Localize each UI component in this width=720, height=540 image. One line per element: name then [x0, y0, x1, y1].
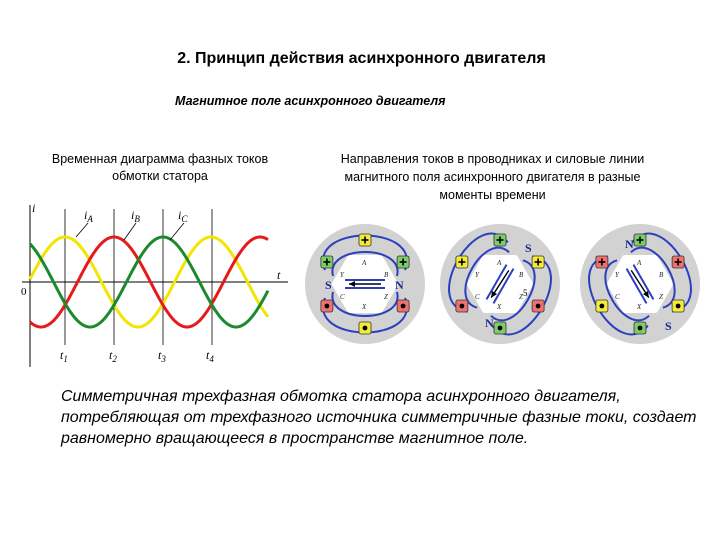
time-label-t2: $t_2$	[109, 348, 117, 364]
winding-label: B	[659, 271, 664, 279]
phase-c-label: $i_C$	[178, 208, 188, 224]
motor-diagram-1	[305, 224, 425, 344]
phase-leader-0	[76, 223, 88, 237]
conductor-slot	[397, 300, 409, 312]
time-label-t3: $t_3$	[158, 348, 166, 364]
south-pole-label: S	[525, 241, 532, 255]
y-axis-label: i	[32, 201, 36, 215]
conductor-slot	[672, 300, 684, 312]
winding-label: Y	[475, 271, 479, 279]
time-label-t4: $t_4$	[206, 348, 214, 364]
north-pole-label: N	[625, 237, 634, 251]
conductor-slot	[359, 234, 371, 246]
current-out-mark	[536, 304, 541, 309]
winding-label: A	[497, 259, 502, 267]
current-out-mark	[363, 326, 368, 331]
north-pole-label: N	[485, 316, 494, 330]
north-pole-label: N	[395, 278, 404, 292]
current-out-mark	[324, 304, 329, 309]
marker-5-label: 5	[523, 288, 528, 298]
waveform-heading: Временная диаграмма фазных токов обмотки статора	[51, 152, 269, 183]
conductor-slot	[672, 256, 684, 268]
time-label-t1: $t_1$	[60, 348, 68, 364]
conductor-slot	[456, 300, 468, 312]
current-out-mark	[459, 304, 464, 309]
conductor-slot	[321, 300, 333, 312]
motor-diagrams-heading: Направления токов в проводниках и силовые линии магнитного поля асинхронного двигателя в разные моменты времени	[340, 152, 645, 202]
motor-field-diagrams	[305, 214, 715, 350]
current-out-mark	[498, 326, 503, 331]
phase-current-waveform	[18, 195, 294, 370]
conductor-slot	[397, 256, 409, 268]
winding-label: Y	[340, 271, 344, 279]
conductor-slot	[596, 256, 608, 268]
conductor-slot	[456, 256, 468, 268]
conductor-slot	[596, 300, 608, 312]
phase-leader-2	[170, 223, 184, 240]
winding-label: C	[475, 293, 480, 301]
current-out-mark	[401, 304, 406, 309]
winding-label: B	[384, 271, 389, 279]
winding-label: X	[637, 303, 642, 311]
page-title: 2. Принцип действия асинхронного двигателя	[177, 50, 546, 67]
conductor-slot	[634, 234, 646, 246]
x-axis-label: t	[277, 268, 281, 282]
phase-leader-1	[124, 223, 136, 240]
phase-a-label: $i_A$	[84, 208, 93, 224]
south-pole-label: S	[325, 278, 332, 292]
conductor-slot	[321, 256, 333, 268]
current-out-mark	[599, 304, 604, 309]
conductor-slot	[532, 300, 544, 312]
winding-label: B	[519, 271, 524, 279]
south-pole-label: S	[665, 319, 672, 333]
time-markers	[65, 209, 212, 345]
winding-label: A	[637, 259, 642, 267]
current-out-mark	[638, 326, 643, 331]
winding-label: X	[497, 303, 502, 311]
caption-text: Симметричная трехфазная обмотка статора асинхронного двигателя, потребляющая от трехфазного источника симметричные фазные токи, создает равномерно вращающееся в пространстве магнитное поле.	[61, 388, 697, 447]
conductor-slot	[359, 322, 371, 334]
winding-label: Z	[659, 293, 663, 301]
section-subtitle: Магнитное поле асинхронного двигателя	[175, 94, 446, 108]
motor-diagram-3	[577, 223, 703, 344]
phase-b-label: $i_B$	[131, 208, 140, 224]
winding-label: Y	[615, 271, 619, 279]
winding-label: C	[340, 293, 345, 301]
winding-label: A	[362, 259, 367, 267]
conductor-slot	[634, 322, 646, 334]
motor-diagram-2	[437, 223, 563, 344]
winding-label: X	[362, 303, 367, 311]
conductor-slot	[494, 322, 506, 334]
conductor-slot	[494, 234, 506, 246]
winding-label: Z	[519, 293, 523, 301]
winding-label: C	[615, 293, 620, 301]
winding-label: Z	[384, 293, 388, 301]
origin-label: 0	[21, 286, 27, 298]
conductor-slot	[532, 256, 544, 268]
current-out-mark	[676, 304, 681, 309]
